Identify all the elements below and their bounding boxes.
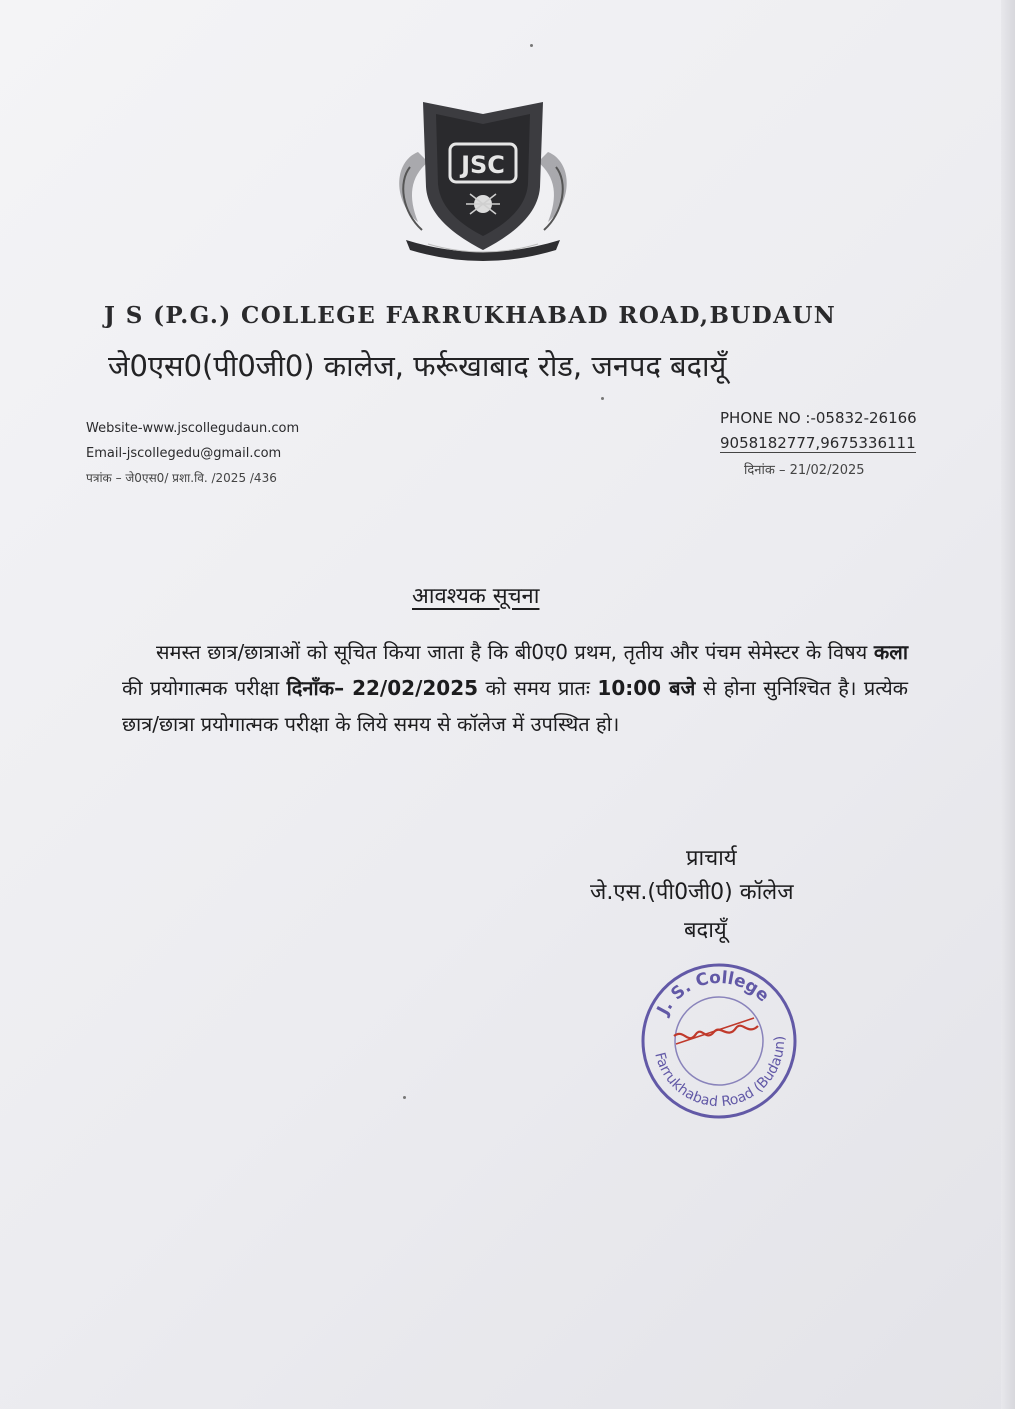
stamp-top-text: J. S. College [653, 967, 773, 1019]
notice-heading: आवश्यक सूचना [412, 584, 540, 609]
issue-date: दिनांक – 21/02/2025 [744, 463, 865, 478]
college-name-hindi: जे0एस0(पी0जी0) कालेज, फर्रूखाबाद रोड, जनपद बदायूँ [108, 349, 727, 383]
notice-part-3: को समय प्रातः [485, 676, 590, 700]
notice-part-2: की प्रयोगात्मक परीक्षा [122, 676, 280, 700]
paper-speck [403, 1096, 406, 1099]
college-stamp [636, 958, 802, 1124]
principal-city: बदायूँ [684, 918, 727, 943]
college-name-english: J S (P.G.) COLLEGE FARRUKHABAD ROAD,BUDAUN [104, 302, 837, 329]
paper-edge [1001, 0, 1015, 1409]
reference-number: पत्रांक – जे0एस0/ प्रशा.वि. /2025 /436 [86, 471, 277, 485]
notice-part-4: से होना सुनिश्चित है। प्रत्येक छात्र/छात्रा प्रयोगात्मक परीक्षा के लिये समय से कॉलेज में उपस्थित हो। [122, 676, 909, 736]
principal-college: जे.एस.(पी0जी0) कॉलेज [590, 880, 794, 905]
logo-initials: JSC [461, 151, 505, 179]
svg-text:J. S. College [648, 960, 775, 1022]
principal-title: प्राचार्य [686, 846, 737, 871]
college-logo [388, 92, 578, 262]
stamp-bottom-text: Farrukhabad Road (Budaun) [651, 1035, 789, 1111]
phone-line-1: PHONE NO :-05832-26166 [720, 409, 917, 427]
paper-speck [601, 397, 604, 400]
notice-subject: कला [873, 640, 909, 664]
notice-exam-date: दिनाँक– 22/02/2025 [286, 676, 479, 700]
signature-scribble [674, 1026, 758, 1039]
email-text: Email-jscollegedu@gmail.com [86, 446, 282, 461]
phone-line-2: 9058182777,9675336111 [720, 434, 916, 452]
website-text: Website-www.jscollegudaun.com [86, 421, 300, 436]
notice-time: 10:00 बजे [597, 676, 696, 700]
paper-speck [530, 44, 533, 47]
notice-part-1: समस्त छात्र/छात्राओं को सूचित किया जाता है कि बी0ए0 प्रथम, तृतीय और पंचम सेमेस्टर के विषय [156, 640, 868, 664]
svg-text:Farrukhabad Road (Budaun) [651, 1034, 797, 1119]
notice-body [122, 634, 908, 742]
